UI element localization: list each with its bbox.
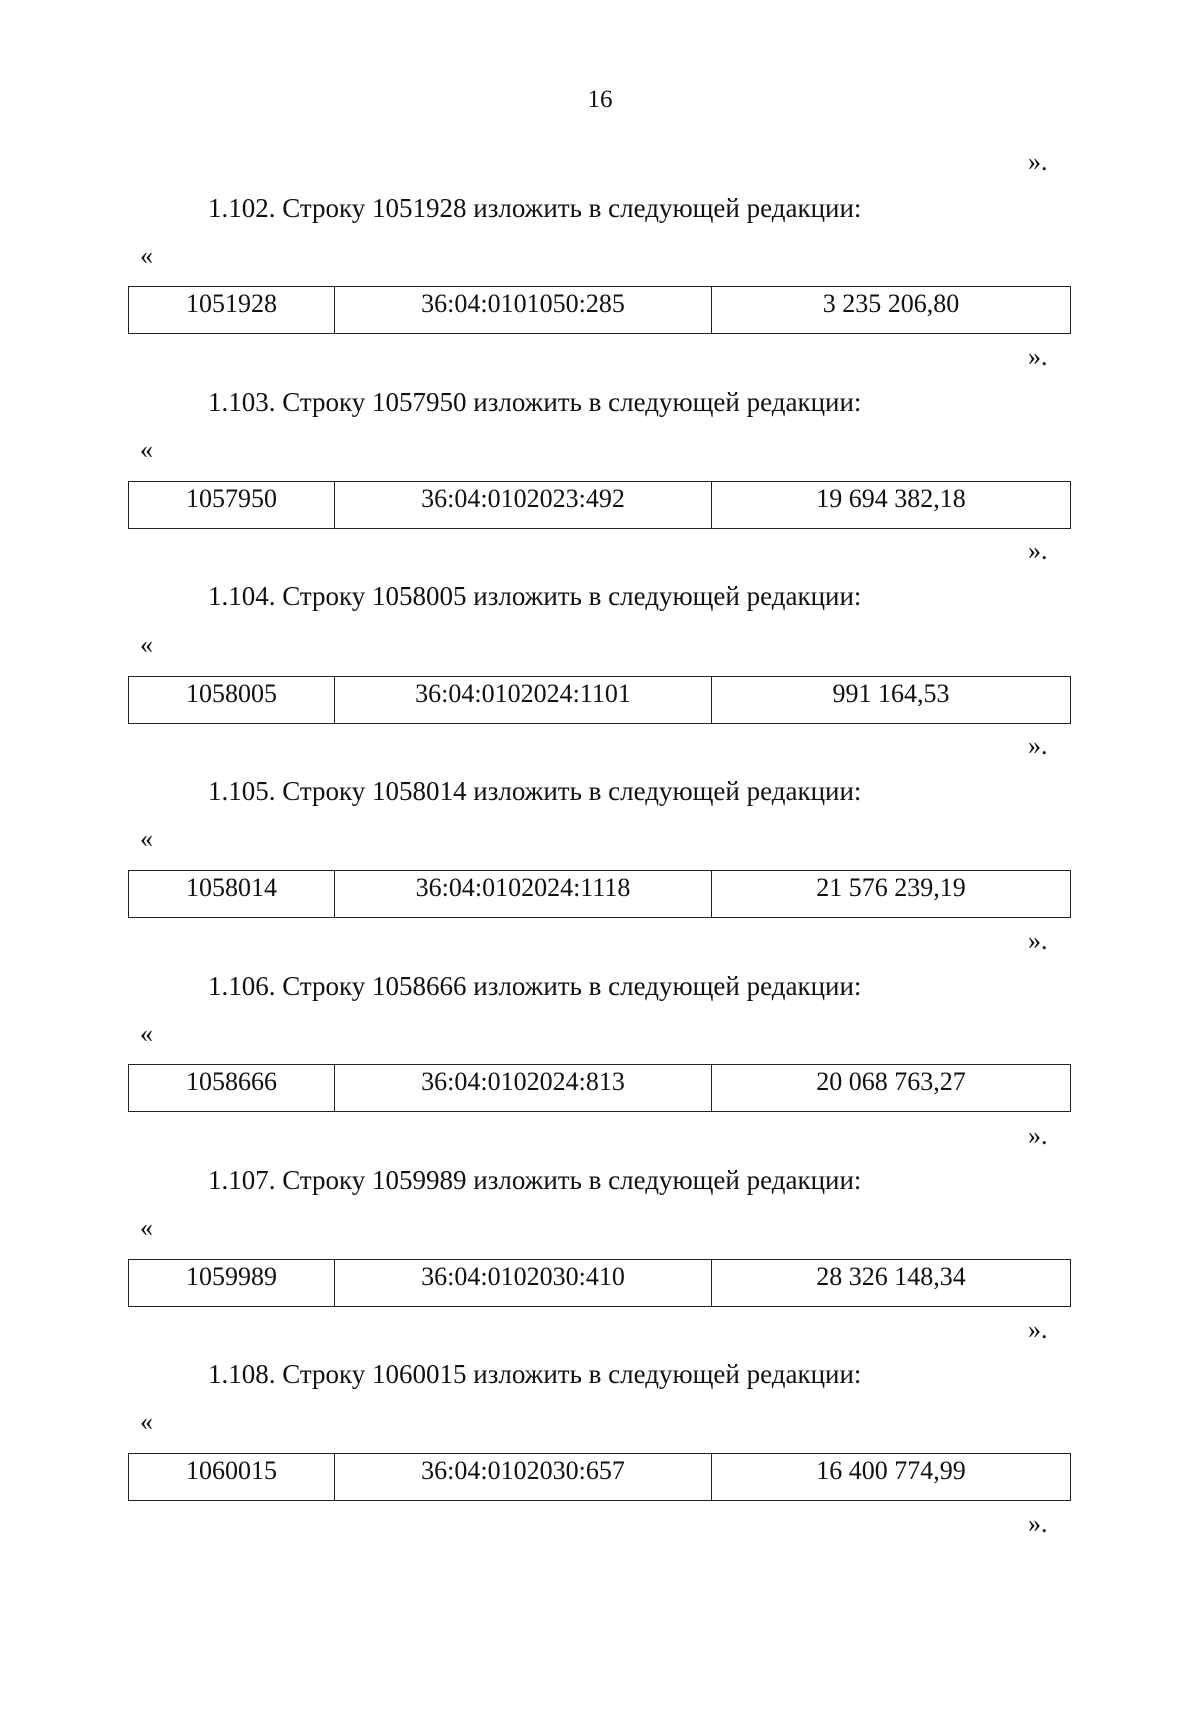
- cadastral-number-cell: 36:04:0101050:285: [335, 287, 712, 334]
- opening-quote: «: [140, 1019, 153, 1048]
- opening-quote: «: [140, 824, 153, 853]
- instruction-1-103: 1.103. Строку 1057950 изложить в следующей редакции:: [208, 387, 862, 417]
- replacement-row-table: [128, 481, 1071, 529]
- instruction-1-106: 1.106. Строку 1058666 изложить в следующей редакции:: [208, 971, 862, 1001]
- cadastral-number-cell: 36:04:0102023:492: [335, 482, 712, 529]
- value-cell: 20 068 763,27: [712, 1065, 1071, 1112]
- replacement-row-table: [128, 1259, 1071, 1307]
- closing-quote: ».: [1028, 1509, 1048, 1538]
- row-code-cell: 1060015: [129, 1454, 335, 1501]
- value-cell: 991 164,53: [712, 677, 1071, 724]
- row-code-cell: 1058014: [129, 871, 335, 918]
- cadastral-number-cell: 36:04:0102024:1101: [335, 677, 712, 724]
- opening-quote: «: [140, 435, 153, 464]
- instruction-1-104: 1.104. Строку 1058005 изложить в следующей редакции:: [208, 581, 862, 611]
- closing-quote: ».: [1028, 926, 1048, 955]
- cadastral-number-cell: 36:04:0102024:813: [335, 1065, 712, 1112]
- row-code-cell: 1059989: [129, 1260, 335, 1307]
- instruction-1-105: 1.105. Строку 1058014 изложить в следующей редакции:: [208, 776, 862, 806]
- row-code-cell: 1057950: [129, 482, 335, 529]
- closing-quote: ».: [1028, 536, 1048, 565]
- cadastral-number-cell: 36:04:0102030:657: [335, 1454, 712, 1501]
- closing-quote: ».: [1028, 731, 1048, 760]
- value-cell: 3 235 206,80: [712, 287, 1071, 334]
- value-cell: 19 694 382,18: [712, 482, 1071, 529]
- table-row: [129, 287, 1071, 334]
- instruction-1-102: 1.102. Строку 1051928 изложить в следующей редакции:: [208, 193, 862, 223]
- replacement-row-table: [128, 286, 1071, 334]
- instruction-1-107: 1.107. Строку 1059989 изложить в следующей редакции:: [208, 1165, 862, 1195]
- opening-quote: «: [140, 1213, 153, 1242]
- row-code-cell: 1058005: [129, 677, 335, 724]
- value-cell: 28 326 148,34: [712, 1260, 1071, 1307]
- closing-quote: ».: [1028, 1315, 1048, 1344]
- table-row: [129, 1260, 1071, 1307]
- closing-quote: ».: [1028, 342, 1048, 371]
- page-number: 16: [587, 86, 613, 113]
- table-row: [129, 871, 1071, 918]
- row-code-cell: 1058666: [129, 1065, 335, 1112]
- replacement-row-table: [128, 1453, 1071, 1501]
- closing-quote: ».: [1028, 1121, 1048, 1150]
- replacement-row-table: [128, 676, 1071, 724]
- opening-quote: «: [140, 241, 153, 270]
- replacement-row-table: [128, 870, 1071, 918]
- opening-quote: «: [140, 1407, 153, 1436]
- opening-quote: «: [140, 630, 153, 659]
- table-row: [129, 677, 1071, 724]
- table-row: [129, 1454, 1071, 1501]
- value-cell: 16 400 774,99: [712, 1454, 1071, 1501]
- replacement-row-table: [128, 1064, 1071, 1112]
- cadastral-number-cell: 36:04:0102030:410: [335, 1260, 712, 1307]
- closing-quote: ».: [1028, 147, 1048, 176]
- value-cell: 21 576 239,19: [712, 871, 1071, 918]
- cadastral-number-cell: 36:04:0102024:1118: [335, 871, 712, 918]
- instruction-1-108: 1.108. Строку 1060015 изложить в следующей редакции:: [208, 1359, 862, 1389]
- table-row: [129, 1065, 1071, 1112]
- row-code-cell: 1051928: [129, 287, 335, 334]
- table-row: [129, 482, 1071, 529]
